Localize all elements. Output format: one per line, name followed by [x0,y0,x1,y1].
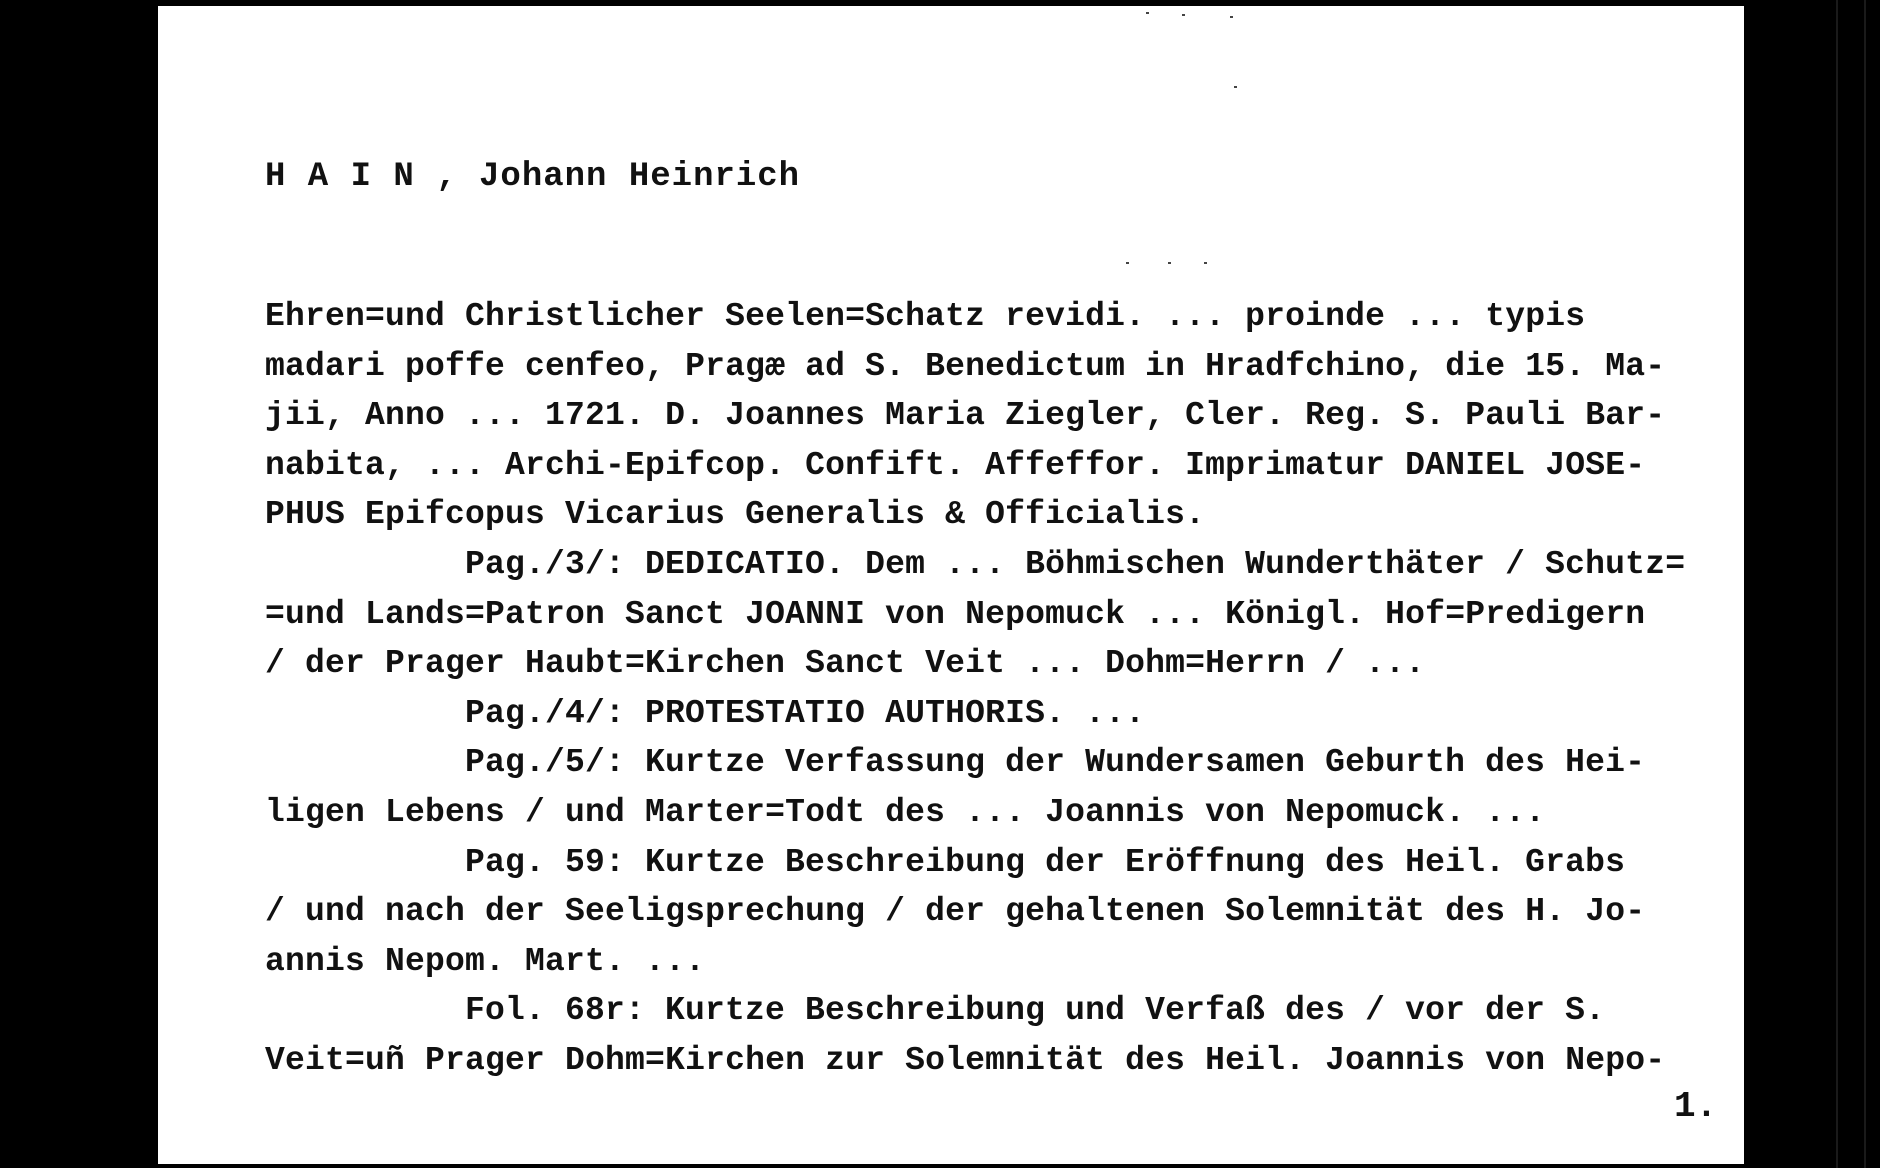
scan-speck [1146,12,1149,14]
catalog-card [158,6,1744,1164]
text-line: Pag. 59: Kurtze Beschreibung der Eröffnung des Heil. Grabs [465,843,1626,881]
text-line: madari poffe cenfeo, Pragæ ad S. Benedictum in Hradfchino, die 15. Ma- [265,347,1666,385]
scan-speck [1126,262,1129,264]
text-line: Veit=uñ Prager Dohm=Kirchen zur Solemnität des Heil. Joannis von Nepo- [265,1041,1666,1079]
scan-speck [1182,14,1185,16]
page-number: 1. [1674,1086,1718,1127]
text-line: Pag./4/: PROTESTATIO AUTHORIS. ... [465,694,1146,732]
text-line: PHUS Epifcopus Vicarius Generalis & Officialis. [265,496,1206,534]
text-line: ligen Lebens / und Marter=Todt des ... Joannis von Nepomuck. ... [265,793,1546,831]
text-line: =und Lands=Patron Sanct JOANNI von Nepomuck ... Königl. Hof=Predigern [265,595,1646,633]
scan-edge-artifact [1864,0,1866,1168]
text-line: nabita, ... Archi-Epifcop. Confift. Affeffor. Imprimatur DANIEL JOSE- [265,446,1646,484]
text-line: jii, Anno ... 1721. D. Joannes Maria Ziegler, Cler. Reg. S. Pauli Bar- [265,397,1666,435]
text-line: / und nach der Seeligsprechung / der gehaltenen Solemnität des H. Jo- [265,893,1646,931]
scan-speck [1168,262,1171,264]
text-line: Fol. 68r: Kurtze Beschreibung und Verfaß des / vor der S. [465,992,1606,1030]
text-line: Pag./3/: DEDICATIO. Dem ... Böhmischen Wunderthäter / Schutz= [465,545,1686,583]
scan-speck [1204,262,1207,264]
scan-edge-artifact [1836,0,1838,1168]
text-line: Ehren=und Christlicher Seelen=Schatz revidi. ... proinde ... typis [265,298,1586,335]
card-heading: H A I N , Johann Heinrich [265,158,801,196]
text-line: Pag./5/: Kurtze Verfassung der Wundersamen Geburth des Hei- [465,744,1646,782]
card-body [265,292,1685,1086]
text-line: annis Nepom. Mart. ... [265,942,706,980]
text-line: / der Prager Haubt=Kirchen Sanct Veit ... Dohm=Herrn / ... [265,645,1426,683]
scan-speck [1234,86,1237,88]
scan-speck [1230,16,1233,18]
